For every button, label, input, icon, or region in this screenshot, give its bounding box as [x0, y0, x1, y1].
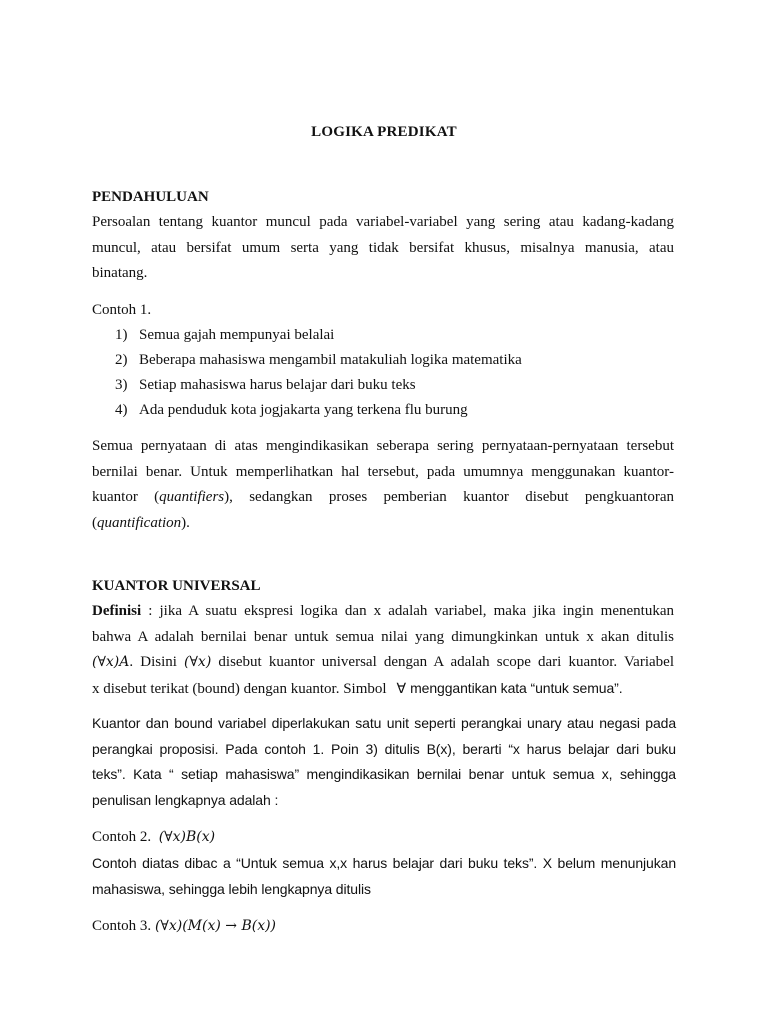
contoh-2-desc-line-1: Contoh diatas dibac a “Untuk semua x,x harus belajar dari buku teks”. X belum menunjukan [92, 855, 676, 871]
contoh-2-desc-line-2: mahasiswa, sehingga lebih lengkapnya ditulis [92, 880, 371, 897]
definition-text: x disebut terikat (bound) dengan kuantor. Simbol [92, 680, 387, 697]
formula-forall-x: (∀x) [184, 654, 212, 670]
quantification-term: quantification [97, 514, 182, 531]
section-heading-kuantor-universal: KUANTOR UNIVERSAL [92, 578, 261, 594]
definition-text: disebut kuantor universal dengan A adalah scope dari kuantor. Variabel [211, 654, 674, 670]
summary-paragraph [92, 434, 674, 536]
definition-line-3 [92, 650, 674, 676]
contoh-2-description [92, 851, 676, 902]
quantifiers-term: quantifiers [159, 489, 225, 505]
bound-variable-paragraph [92, 711, 676, 813]
summary-text: ), sedangkan proses pemberian kuantor disebut pengkuantoran [224, 489, 674, 505]
definition-text: menggantikan kata “untuk semua”. [410, 679, 623, 696]
contoh-1-label: Contoh 1. [92, 302, 152, 318]
list-item-number: 3) [115, 377, 128, 393]
intro-line-3: binatang. [92, 265, 148, 281]
bound-line-3: teks”. Kata “ setiap mahasiswa” mengindikasikan bernilai benar untuk semua x, sehingga [92, 766, 676, 782]
page-title: LOGIKA PREDIKAT [311, 124, 457, 140]
list-item-number: 4) [115, 402, 128, 418]
definition-label: Definisi [92, 603, 142, 619]
definition-line-2: bahwa A adalah bernilai benar untuk semua nilai yang dimungkinkan untuk x akan ditulis [92, 628, 674, 645]
definition-line-1 [92, 599, 674, 625]
list-item-text: Setiap mahasiswa harus belajar dari buku teks [139, 377, 416, 393]
list-item-number: 1) [115, 327, 128, 343]
intro-line-2: muncul, atau bersifat umum serta yang tidak bersifat khusus, misalnya manusia, atau [92, 239, 674, 256]
summary-line-2: bernilai benar. Untuk memperlihatkan hal tersebut, pada umumnya menggunakan kuantor- [92, 463, 674, 480]
bound-line-4: penulisan lengkapnya adalah : [92, 791, 279, 808]
definition-text: : jika A suatu ekspresi logika dan x adalah variabel, maka jika ingin menentukan [141, 603, 674, 619]
list-item [115, 348, 522, 373]
list-item-text: Ada penduduk kota jogjakarta yang terkena flu burung [139, 402, 468, 418]
list-item-text: Beberapa mahasiswa mengambil matakuliah logika matematika [139, 352, 522, 368]
intro-paragraph [92, 210, 674, 287]
contoh-3 [92, 918, 276, 935]
contoh-3-label: Contoh 3. [92, 918, 152, 934]
contoh-2-formula: (∀x)B(x) [158, 829, 216, 845]
intro-line-1: Persoalan tentang kuantor muncul pada variabel-variabel yang sering atau kadang-kadang [92, 214, 674, 230]
list-item-text: Semua gajah mempunyai belalai [139, 327, 335, 343]
forall-symbol-icon: ∀ [396, 680, 407, 697]
summary-line-4 [92, 511, 674, 537]
summary-text: ( [92, 514, 97, 531]
list-item [115, 398, 522, 423]
contoh-3-formula: (∀x)(M(x) → B(x)) [154, 918, 277, 934]
contoh-2 [92, 829, 215, 846]
contoh-2-label: Contoh 2. [92, 829, 152, 845]
formula-forall-x-a: (∀x)A [92, 654, 130, 670]
definition-paragraph [92, 599, 674, 702]
summary-line-3 [92, 485, 674, 511]
bound-line-2: perangkai proposisi. Pada contoh 1. Poin 3) ditulis B(x), berarti “x harus belajar dari buku [92, 740, 676, 757]
list-item [115, 373, 522, 398]
bound-line-1: Kuantor dan bound variabel diperlakukan satu unit seperti perangkai unary atau negasi pada [92, 715, 676, 731]
section-heading-pendahuluan: PENDAHULUAN [92, 189, 209, 205]
summary-line-1: Semua pernyataan di atas mengindikasikan seberapa sering pernyataan-pernyataan tersebut [92, 438, 674, 454]
summary-text: ). [181, 514, 190, 531]
contoh-1-list [115, 323, 522, 423]
definition-text: . Disini [129, 654, 185, 670]
list-item-number: 2) [115, 352, 128, 368]
summary-text: kuantor ( [92, 489, 160, 505]
definition-line-4 [92, 676, 674, 703]
list-item [115, 323, 522, 348]
